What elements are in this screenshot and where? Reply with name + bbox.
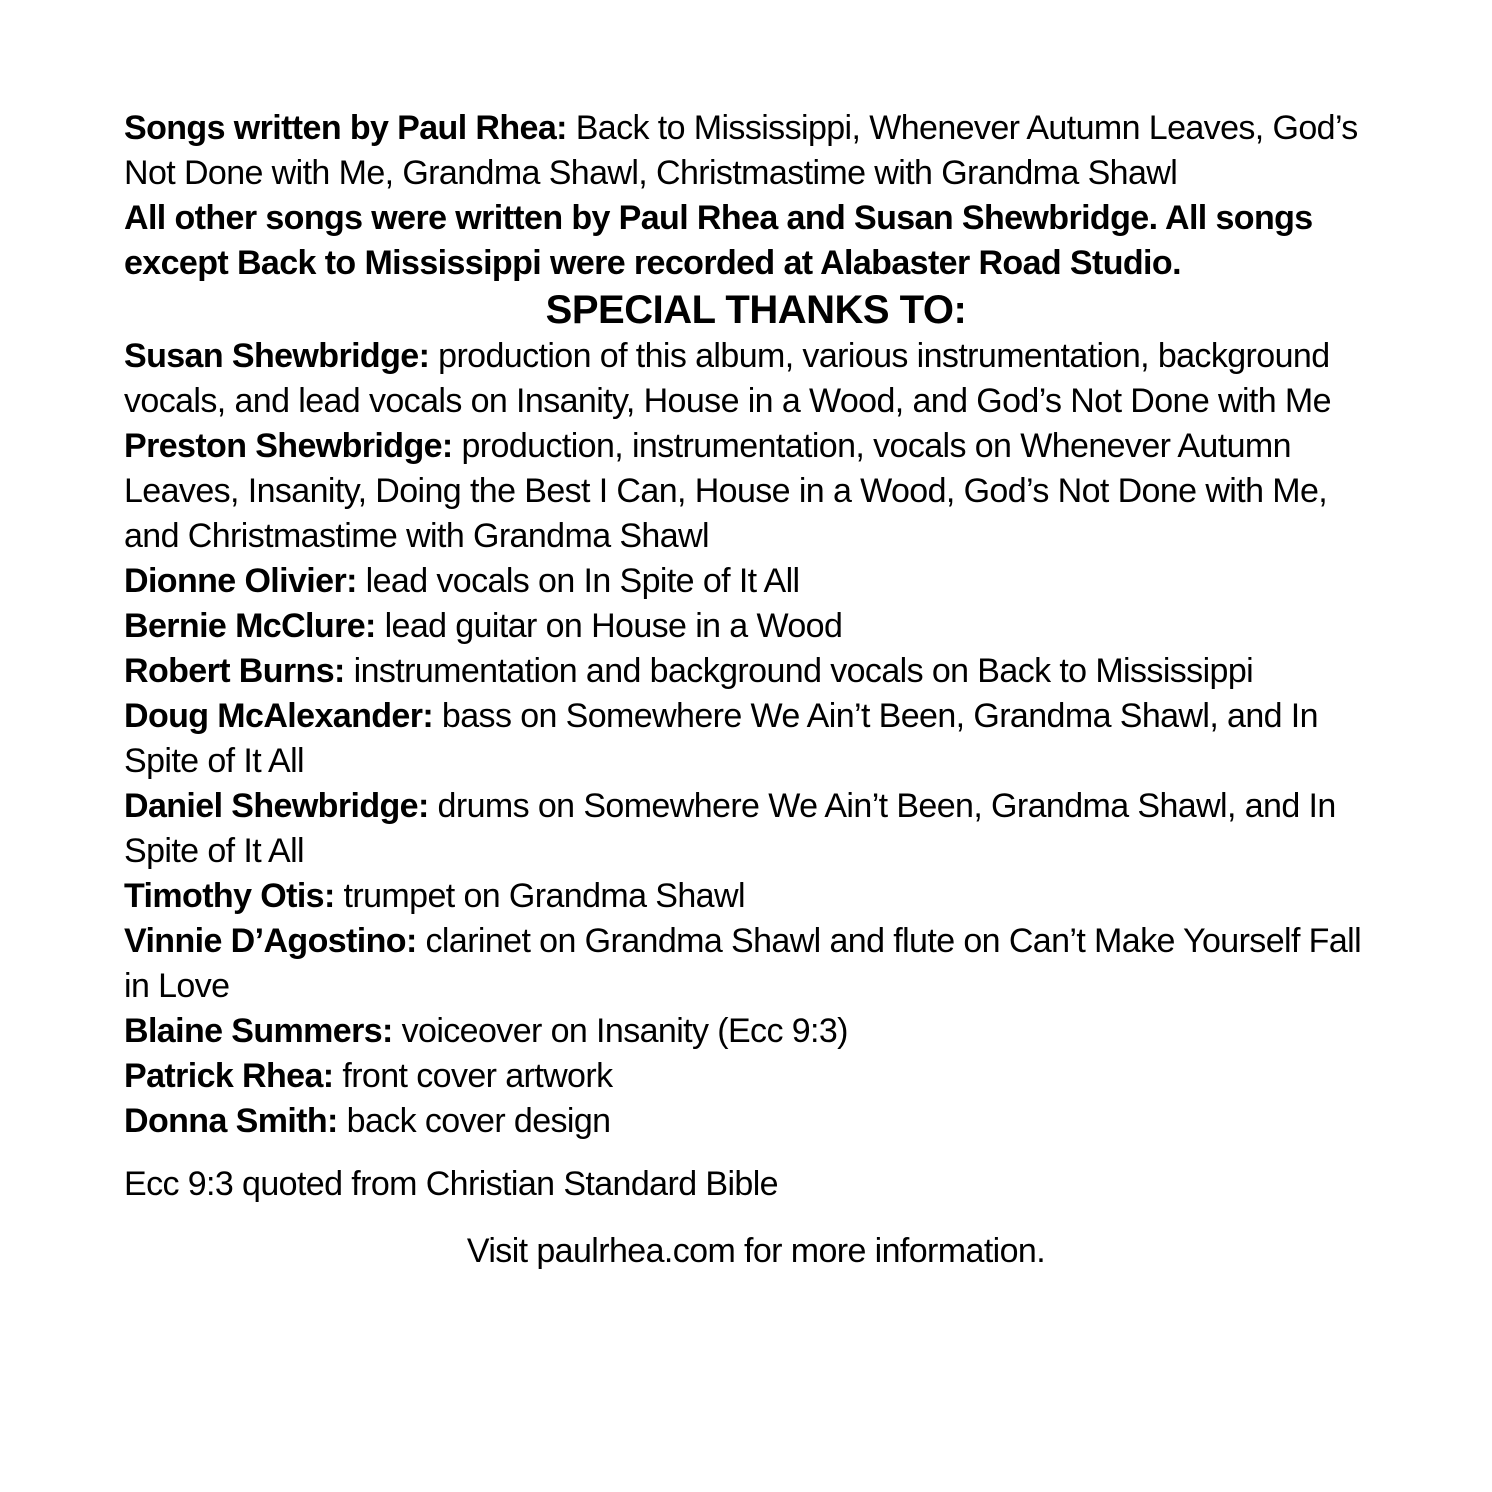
credit-entry — [124, 1099, 1388, 1144]
credits-list — [124, 334, 1388, 1144]
credit-role: production, instrumentation, vocals on Whenever Autumn Leaves, Insanity, Doing the Best I Can, House in a Wood, God’s Not Done with Me, and Christmastime with Grandma Shawl — [124, 427, 1328, 555]
recording-note: All other songs were written by Paul Rhea and Susan Shewbridge. All songs except Back to Mississippi were recorded at Alabaster Road Studio. — [124, 199, 1313, 282]
bible-footnote: Ecc 9:3 quoted from Christian Standard Bible — [124, 1165, 778, 1203]
credit-role: clarinet on Grandma Shawl and flute on Can’t Make Yourself Fall in Love — [124, 922, 1362, 1005]
credit-entry — [124, 784, 1388, 874]
credit-role: back cover design — [337, 1102, 611, 1140]
credit-entry — [124, 334, 1388, 424]
credit-role: voiceover on Insanity (Ecc 9:3) — [392, 1012, 848, 1050]
website-footer: Visit paulrhea.com for more information. — [466, 1232, 1046, 1270]
credit-name: Robert Burns: — [124, 652, 345, 690]
credit-name: Daniel Shewbridge: — [124, 787, 429, 825]
credit-name: Patrick Rhea: — [124, 1057, 334, 1095]
credit-role: bass on Somewhere We Ain’t Been, Grandma Shawl, and In Spite of It All — [124, 697, 1318, 780]
credit-entry — [124, 1009, 1388, 1054]
credit-entry — [124, 424, 1388, 559]
credit-name: Dionne Olivier: — [124, 562, 357, 600]
credit-role: drums on Somewhere We Ain’t Been, Grandma Shawl, and In Spite of It All — [124, 787, 1336, 870]
credit-name: Vinnie D’Agostino: — [124, 922, 417, 960]
credit-name: Doug McAlexander: — [124, 697, 434, 735]
songs-written-list: Back to Mississippi, Whenever Autumn Leaves, God’s Not Done with Me, Grandma Shawl, Christmastime with Grandma Shawl — [124, 109, 1358, 192]
songs-written-label: Songs written by Paul Rhea: — [124, 109, 567, 147]
credit-role: trumpet on Grandma Shawl — [334, 877, 745, 915]
credit-entry — [124, 559, 1388, 604]
credit-role: instrumentation and background vocals on Back to Mississippi — [344, 652, 1254, 690]
credit-name: Timothy Otis: — [124, 877, 335, 915]
credit-entry — [124, 649, 1388, 694]
credit-role: lead vocals on In Spite of It All — [356, 562, 800, 600]
credit-name: Donna Smith: — [124, 1102, 338, 1140]
credit-name: Susan Shewbridge: — [124, 337, 430, 375]
credit-role: lead guitar on House in a Wood — [375, 607, 843, 645]
credit-name: Blaine Summers: — [124, 1012, 393, 1050]
credit-entry — [124, 874, 1388, 919]
credit-entry — [124, 919, 1388, 1009]
special-thanks-heading: SPECIAL THANKS TO: — [545, 288, 967, 332]
credit-entry — [124, 1054, 1388, 1099]
credit-role: production of this album, various instrumentation, background vocals, and lead vocals on Insanity, House in a Wood, and God’s Not Done with Me — [124, 337, 1331, 420]
songs-written-paragraph — [124, 106, 1388, 196]
credit-name: Bernie McClure: — [124, 607, 376, 645]
credit-entry — [124, 694, 1388, 784]
credit-entry — [124, 604, 1388, 649]
credit-name: Preston Shewbridge: — [124, 427, 453, 465]
credit-role: front cover artwork — [333, 1057, 613, 1095]
